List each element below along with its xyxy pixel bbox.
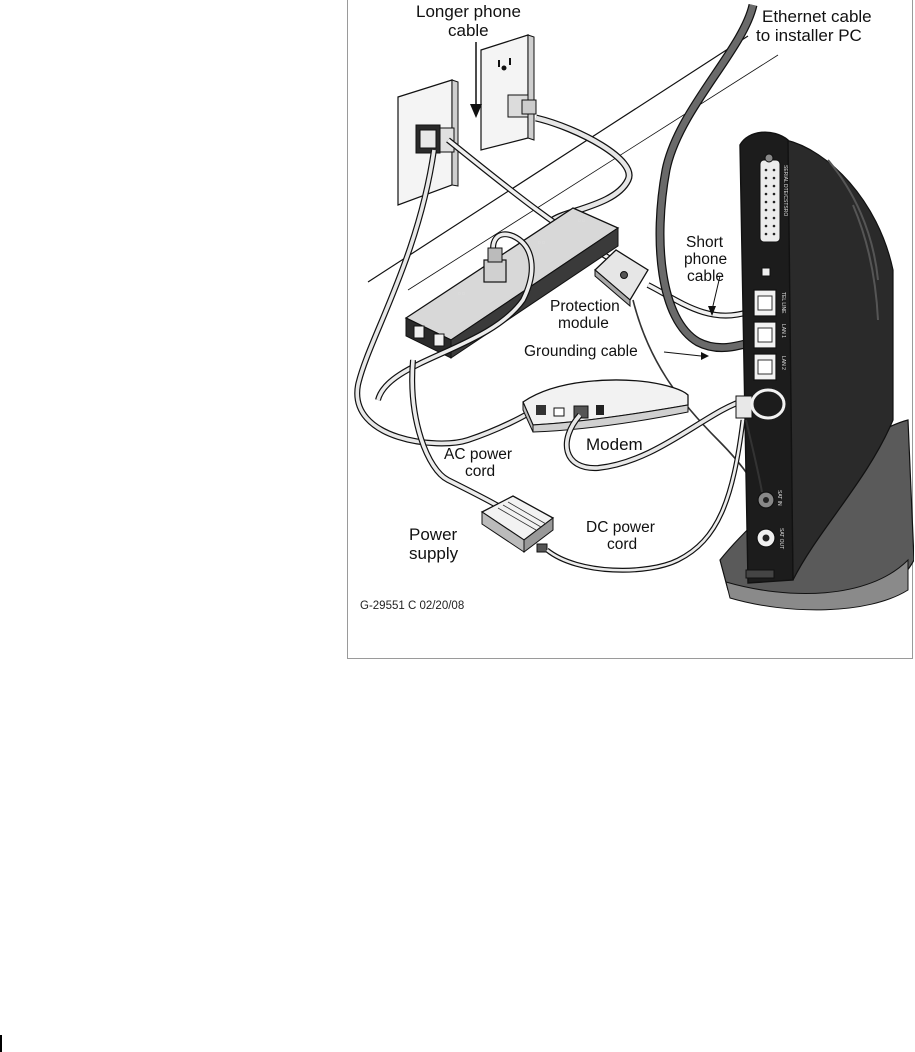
- sat-out-label: SAT OUT: [778, 528, 784, 550]
- tel-port-label: TEL LINE: [780, 292, 786, 314]
- strip-plug: [484, 260, 506, 282]
- label-modem: Modem: [586, 435, 643, 454]
- svg-text:o o: o o: [578, 218, 585, 224]
- wall-power-outlet: [481, 35, 536, 150]
- label-short-phone-cable-2: phone: [684, 251, 728, 268]
- label-power-supply-2: supply: [409, 544, 459, 563]
- dc-power-cord: [547, 420, 743, 570]
- figure-code: G-29551 C 02/20/08: [360, 600, 465, 612]
- label-ac-power-cord-1: AC power: [444, 446, 513, 463]
- power-strip: [406, 208, 618, 358]
- svg-text:o o: o o: [538, 240, 545, 246]
- label-protection-module-1: Protection: [550, 298, 620, 315]
- label-short-phone-cable-1: Short: [686, 234, 724, 251]
- label-longer-phone-cable-1: Longer phone: [416, 2, 521, 21]
- arrow-icon: [470, 104, 482, 118]
- svg-text:o o: o o: [458, 291, 465, 297]
- installation-diagram: [347, 0, 913, 659]
- label-longer-phone-cable-2: cable: [448, 21, 489, 40]
- label-protection-module-2: module: [558, 315, 609, 332]
- label-dc-power-cord-1: DC power: [586, 519, 655, 536]
- margin-bar: [0, 1035, 2, 1052]
- label-short-phone-cable-3: cable: [687, 268, 725, 285]
- label-grounding-cable: Grounding cable: [524, 343, 638, 360]
- sat-in-label: SAT IN: [776, 490, 782, 506]
- label-power-supply-1: Power: [409, 525, 458, 544]
- label-dc-power-cord-2: cord: [607, 536, 638, 553]
- lan1-port-label: LAN 1: [780, 324, 786, 338]
- modem: [523, 380, 688, 432]
- label-ethernet-cable-2: to installer PC: [756, 26, 862, 45]
- diagram-drawing: [348, 0, 914, 659]
- label-ac-power-cord-2: cord: [465, 463, 496, 480]
- serial-port-label: SERIAL DTE/CSTSRO: [782, 165, 788, 217]
- label-ethernet-cable-1: Ethernet cable: [762, 7, 872, 26]
- lan2-port-label: LAN 2: [780, 356, 786, 370]
- grounding-pointer: [664, 352, 701, 356]
- main-device: [720, 132, 914, 610]
